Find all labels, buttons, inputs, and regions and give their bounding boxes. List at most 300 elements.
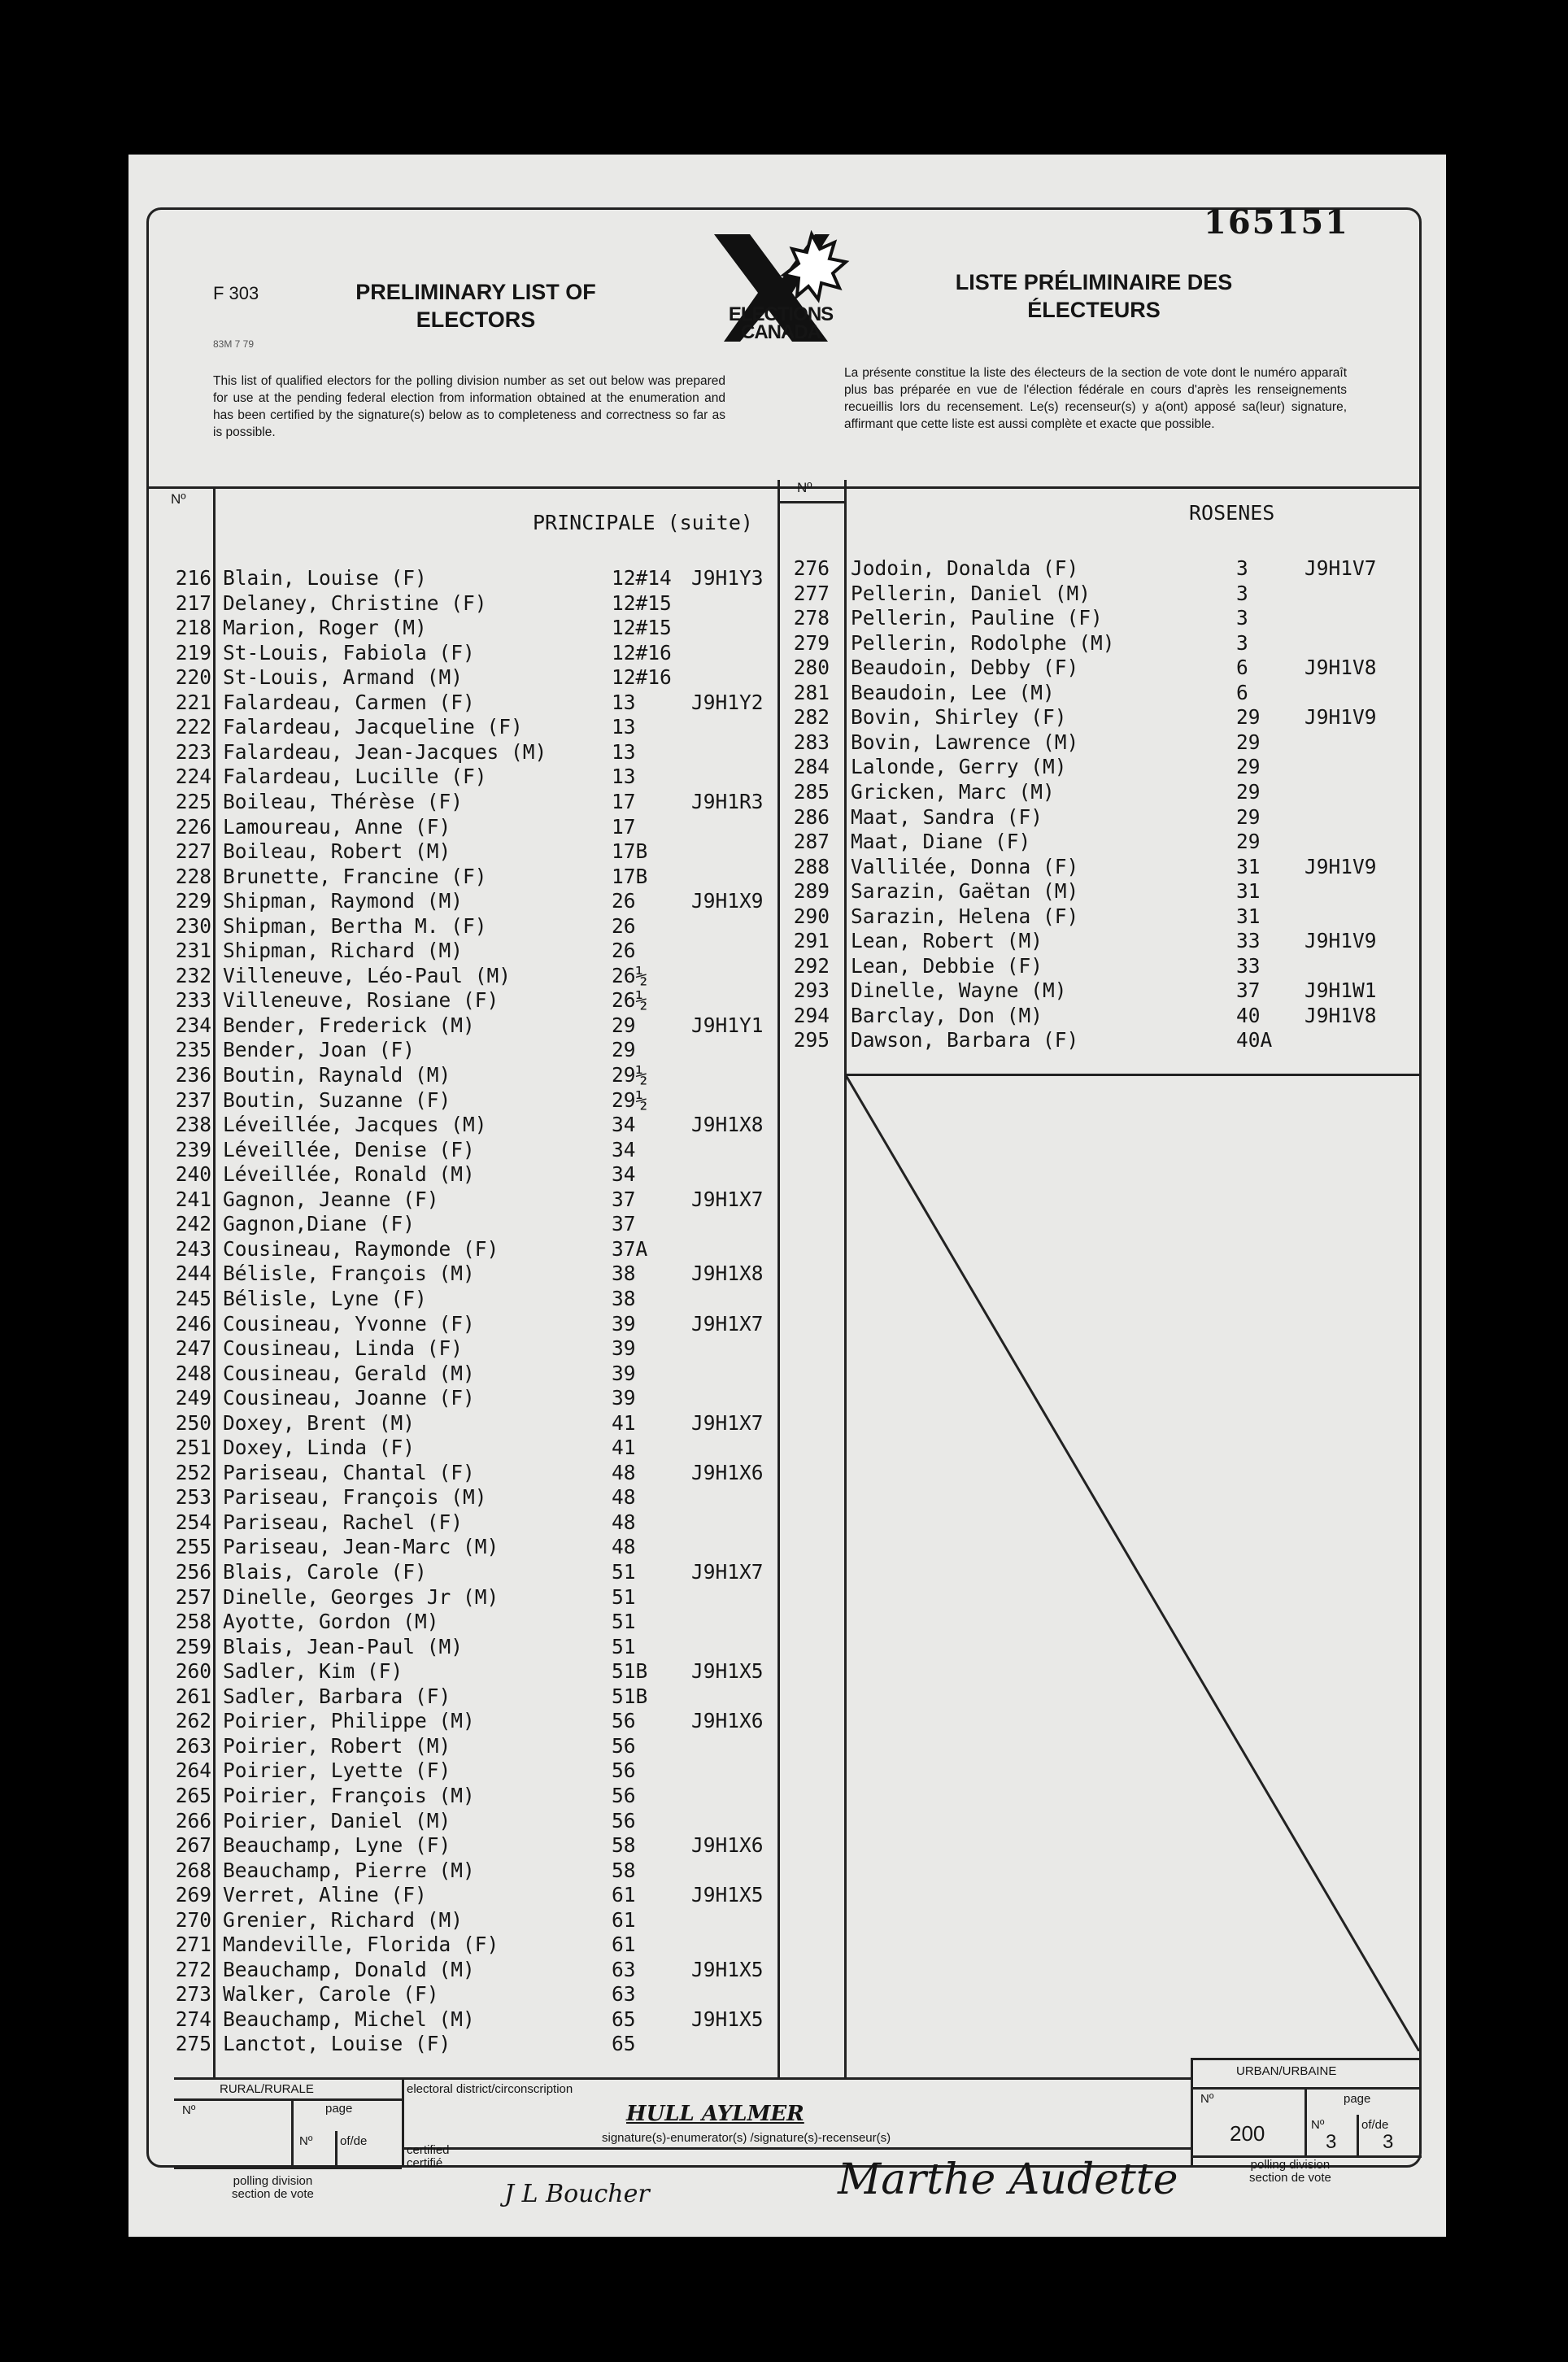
elector-address: 31 [1236,879,1261,904]
elector-name: Vallilée, Donna (F) [851,854,1079,878]
elector-address: 12#16 [612,640,672,665]
elector-number: 254 [175,1510,211,1534]
elector-address: 3 [1236,556,1248,580]
elector-number: 225 [175,789,211,813]
elector-postal-code: J9H1Y1 [691,1013,764,1037]
elector-name: Cousineau, Joanne (F) [223,1386,475,1410]
urban-no-label: Nº [1200,2092,1214,2106]
elector-name: Cousineau, Linda (F) [223,1336,464,1361]
rural-page-divider [291,2098,294,2167]
elector-number: 255 [175,1535,211,1559]
elector-number: 269 [175,1883,211,1907]
elector-address: 29 [1236,804,1261,829]
urban-label: URBAN/URBAINE [1236,2064,1337,2078]
elector-number: 261 [175,1684,211,1708]
elector-number: 260 [175,1659,211,1684]
footer-divider-rural [402,2077,404,2168]
elector-address: 3 [1236,606,1248,630]
elector-address: 12#16 [612,665,672,690]
elector-name: Poirier, Robert (M) [223,1733,451,1758]
elector-postal-code: J9H1X6 [691,1709,764,1733]
elector-postal-code: J9H1W1 [1304,978,1377,1003]
rural-no-label: Nº [182,2103,196,2117]
elector-name: Gagnon, Jeanne (F) [223,1187,439,1211]
elector-name: Léveillée, Denise (F) [223,1137,475,1161]
elector-name: Falardeau, Jean-Jacques (M) [223,739,547,764]
elector-number: 262 [175,1709,211,1733]
elector-name: Boileau, Robert (M) [223,839,451,864]
elector-postal-code: J9H1X7 [691,1311,764,1336]
elector-address: 41 [612,1436,636,1460]
elector-number: 275 [175,2032,211,2056]
elector-name: Poirier, Philippe (M) [223,1709,475,1733]
elector-address: 12#14 [612,566,672,590]
elector-address: 34 [612,1162,636,1187]
rural-polling-label: polling division section de vote [232,2174,314,2201]
elector-number: 274 [175,2007,211,2031]
elector-name: Verret, Aline (F) [223,1883,427,1907]
elector-number: 237 [175,1087,211,1112]
section-heading-principale: PRINCIPALE (suite) [533,511,753,534]
column-header-no-left: Nº [171,491,186,507]
page-total: 3 [1383,2131,1394,2153]
elector-name: Beauchamp, Donald (M) [223,1957,475,1981]
elector-name: Grenier, Richard (M) [223,1907,464,1932]
elector-address: 51 [612,1560,636,1584]
elector-name: Maat, Sandra (F) [851,804,1043,829]
elector-number: 279 [793,630,830,655]
elector-address: 38 [612,1262,636,1286]
elector-address: 40 [1236,1003,1261,1027]
polling-division-number: 200 [1230,2121,1265,2146]
elector-name: Shipman, Richard (M) [223,939,464,963]
rural-page-no-label: Nº [299,2134,313,2148]
elector-address: 33 [1236,953,1261,978]
elector-address: 63 [612,1957,636,1981]
elector-name: Sarazin, Helena (F) [851,904,1079,928]
elector-name: Bender, Frederick (M) [223,1013,475,1037]
elector-number: 236 [175,1063,211,1087]
elector-number: 276 [793,556,830,580]
elector-address: 41 [612,1410,636,1435]
elector-name: Pariseau, Jean-Marc (M) [223,1535,499,1559]
elector-number: 245 [175,1286,211,1310]
elector-postal-code: J9H1V7 [1304,556,1377,580]
elector-address: 13 [612,739,636,764]
form-number: F 303 [213,283,259,303]
page-number: 3 [1326,2131,1337,2153]
elector-postal-code: J9H1X7 [691,1187,764,1211]
elector-number: 217 [175,590,211,615]
elector-number: 223 [175,739,211,764]
elector-address: 29½ [612,1087,648,1112]
elector-name: Beauchamp, Lyne (F) [223,1833,451,1858]
elector-name: Maat, Diane (F) [851,830,1031,854]
elector-address: 58 [612,1858,636,1882]
elector-number: 284 [793,755,830,779]
unused-space-diagonal [846,1075,1419,2051]
elector-name: St-Louis, Fabiola (F) [223,640,475,665]
elector-number: 232 [175,963,211,987]
elector-address: 40A [1236,1028,1273,1052]
elector-number: 285 [793,779,830,804]
elector-number: 216 [175,566,211,590]
elector-name: Pariseau, François (M) [223,1485,487,1510]
elector-number: 247 [175,1336,211,1361]
elector-number: 286 [793,804,830,829]
intro-text-french: La présente constitue la liste des électeurs de la section de vote dont le numéro apparaît plus bas préparée en vue de l'élection fédérale en cours d'après les renseignements recueillis lors du recensement. Le(s) recenseur(s) y a(ont) apposé sa(leur) signature, affirmant que cette liste est aussi complète et exacte que possible. [844,366,1347,431]
elector-address: 61 [612,1933,636,1957]
elector-postal-code: J9H1V9 [1304,929,1377,953]
elector-name: Villeneuve, Léo-Paul (M) [223,963,512,987]
elector-number: 267 [175,1833,211,1858]
elector-postal-code: J9H1R3 [691,789,764,813]
elector-address: 48 [612,1485,636,1510]
elector-name: Pellerin, Pauline (F) [851,606,1103,630]
elector-address: 26 [612,913,636,938]
elector-postal-code: J9H1X8 [691,1262,764,1286]
signature-enumerator-2: Marthe Audette [838,2155,1178,2204]
elector-name: Bélisle, François (M) [223,1262,475,1286]
table-top-line [146,486,1422,489]
elector-address: 29 [1236,755,1261,779]
elector-number: 229 [175,889,211,913]
elector-name: St-Louis, Armand (M) [223,665,464,690]
elector-address: 26 [612,939,636,963]
elector-postal-code: J9H1V8 [1304,1003,1377,1027]
elector-address: 31 [1236,904,1261,928]
footer-top-line-urban [1191,2058,1422,2060]
elector-address: 3 [1236,630,1248,655]
elector-address: 33 [1236,929,1261,953]
elector-postal-code: J9H1X6 [691,1833,764,1858]
elector-address: 12#15 [612,590,672,615]
elector-number: 230 [175,913,211,938]
elector-address: 13 [612,715,636,739]
elector-name: Sarazin, Gaëtan (M) [851,879,1079,904]
elector-address: 39 [612,1311,636,1336]
elector-name: Falardeau, Lucille (F) [223,765,487,789]
elector-number: 281 [793,680,830,704]
column-divider-mid-left [777,480,780,2077]
elector-name: Léveillée, Ronald (M) [223,1162,475,1187]
intro-text-english: This list of qualified electors for the polling division number as set out below was prepared for use at the pending federal election from information obtained at the enumeration and has been certified by the signature(s) below as to completeness and correctness so far as is possible. [213,374,725,439]
elector-address: 56 [612,1709,636,1733]
elector-number: 228 [175,864,211,888]
elector-number: 278 [793,606,830,630]
elector-number: 249 [175,1386,211,1410]
elector-name: Lanctot, Louise (F) [223,2032,451,2056]
elector-address: 34 [612,1137,636,1161]
elector-name: Dawson, Barbara (F) [851,1028,1079,1052]
elector-address: 29 [1236,779,1261,804]
elector-name: Shipman, Raymond (M) [223,889,464,913]
certified-line [402,2147,1191,2150]
elector-address: 51B [612,1659,648,1684]
elector-name: Cousineau, Yvonne (F) [223,1311,475,1336]
elector-number: 242 [175,1212,211,1236]
elector-number: 282 [793,705,830,730]
elector-number: 235 [175,1038,211,1062]
elector-address: 51B [612,1684,648,1708]
footer-divider-urban [1191,2058,1193,2168]
elector-name: Villeneuve, Rosiane (F) [223,988,499,1013]
elector-number: 280 [793,656,830,680]
elector-address: 17 [612,814,636,839]
elector-address: 39 [612,1361,636,1385]
elector-name: Walker, Carole (F) [223,1982,439,2007]
elector-name: Poirier, Daniel (M) [223,1808,451,1833]
elector-number: 287 [793,830,830,854]
elector-name: Gricken, Marc (M) [851,779,1055,804]
elector-number: 277 [793,581,830,605]
elector-name: Blain, Louise (F) [223,566,427,590]
elector-address: 39 [612,1386,636,1410]
elector-number: 271 [175,1933,211,1957]
elector-number: 220 [175,665,211,690]
elector-address: 48 [612,1510,636,1534]
elector-name: Beauchamp, Michel (M) [223,2007,475,2031]
elector-name: Dinelle, Wayne (M) [851,978,1067,1003]
elector-number: 272 [175,1957,211,1981]
elector-name: Blais, Jean-Paul (M) [223,1634,464,1658]
elector-name: Lean, Robert (M) [851,929,1043,953]
elector-address: 29 [612,1038,636,1062]
elector-number: 251 [175,1436,211,1460]
elector-postal-code: J9H1X9 [691,889,764,913]
elector-name: Blais, Carole (F) [223,1560,427,1584]
elector-postal-code: J9H1X7 [691,1560,764,1584]
elector-number: 234 [175,1013,211,1037]
elector-name: Pellerin, Daniel (M) [851,581,1091,605]
elector-address: 26½ [612,963,648,987]
elector-address: 51 [612,1610,636,1634]
elector-number: 224 [175,765,211,789]
elector-name: Brunette, Francine (F) [223,864,487,888]
elector-address: 63 [612,1982,636,2007]
elector-address: 29½ [612,1063,648,1087]
elector-name: Pariseau, Rachel (F) [223,1510,464,1534]
elector-name: Cousineau, Gerald (M) [223,1361,475,1385]
elector-number: 291 [793,929,830,953]
elector-postal-code: J9H1Y2 [691,690,764,714]
elector-number: 283 [793,730,830,754]
elector-address: 29 [1236,830,1261,854]
elector-name: Barclay, Don (M) [851,1003,1043,1027]
elector-name: Boutin, Raynald (M) [223,1063,451,1087]
elector-address: 26½ [612,988,648,1013]
elector-name: Boileau, Thérèse (F) [223,789,464,813]
elector-address: 37A [612,1236,648,1261]
elector-postal-code: J9H1X5 [691,2007,764,2031]
elector-address: 29 [1236,705,1261,730]
elector-address: 34 [612,1113,636,1137]
elector-address: 6 [1236,680,1248,704]
elector-name: Sadler, Kim (F) [223,1659,403,1684]
elector-address: 58 [612,1833,636,1858]
elector-number: 250 [175,1410,211,1435]
elector-address: 13 [612,690,636,714]
serial-number: 165151 [1204,203,1349,242]
rural-page-label: page [325,2102,353,2116]
elector-number: 241 [175,1187,211,1211]
elector-address: 56 [612,1733,636,1758]
enumerators-label: signature(s)-enumerator(s) /signature(s)-recenseur(s) [602,2131,891,2145]
elector-name: Beaudoin, Lee (M) [851,680,1055,704]
elector-address: 17B [612,839,648,864]
elector-address: 3 [1236,581,1248,605]
elector-name: Poirier, François (M) [223,1783,475,1807]
elector-number: 289 [793,879,830,904]
elector-postal-code: J9H1X8 [691,1113,764,1137]
elector-address: 61 [612,1907,636,1932]
elector-name: Cousineau, Raymonde (F) [223,1236,499,1261]
elector-address: 17 [612,789,636,813]
elector-address: 51 [612,1634,636,1658]
elector-name: Léveillée, Jacques (M) [223,1113,487,1137]
district-stamp: HULL AYLMER [626,2102,804,2126]
elector-name: Shipman, Bertha M. (F) [223,913,487,938]
elector-number: 266 [175,1808,211,1833]
elector-number: 257 [175,1584,211,1609]
elector-number: 248 [175,1361,211,1385]
elector-number: 288 [793,854,830,878]
urban-page-divider [1304,2087,1307,2155]
elector-number: 293 [793,978,830,1003]
elector-number: 226 [175,814,211,839]
elector-name: Falardeau, Carmen (F) [223,690,475,714]
elector-postal-code: J9H1X5 [691,1659,764,1684]
elector-address: 13 [612,765,636,789]
column-divider-left-no [213,486,216,2077]
elector-name: Bélisle, Lyne (F) [223,1286,427,1310]
elector-name: Mandeville, Florida (F) [223,1933,499,1957]
elector-address: 56 [612,1808,636,1833]
elector-name: Falardeau, Jacqueline (F) [223,715,523,739]
elector-name: Marion, Roger (M) [223,616,427,640]
elector-name: Lean, Debbie (F) [851,953,1043,978]
elector-name: Ayotte, Gordon (M) [223,1610,439,1634]
elector-address: 37 [612,1212,636,1236]
elector-number: 227 [175,839,211,864]
elector-number: 295 [793,1028,830,1052]
elector-number: 290 [793,904,830,928]
elector-postal-code: J9H1X5 [691,1883,764,1907]
footer-top-line [174,2077,1191,2080]
elector-name: Doxey, Linda (F) [223,1436,416,1460]
column-header-no-right: Nº [797,480,812,495]
rural-of-divider [335,2131,338,2167]
elector-address: 37 [612,1187,636,1211]
elector-number: 253 [175,1485,211,1510]
elector-address: 17B [612,864,648,888]
elector-number: 264 [175,1758,211,1783]
elector-address: 26 [612,889,636,913]
elector-number: 256 [175,1560,211,1584]
elector-number: 238 [175,1113,211,1137]
elector-address: 56 [612,1758,636,1783]
elector-name: Gagnon,Diane (F) [223,1212,416,1236]
elector-name: Lalonde, Gerry (M) [851,755,1067,779]
elector-address: 48 [612,1460,636,1484]
elector-address: 29 [1236,730,1261,754]
elector-number: 221 [175,690,211,714]
elector-address: 48 [612,1535,636,1559]
district-label: electoral district/circonscription [407,2082,573,2096]
elector-address: 65 [612,2007,636,2031]
right-no-header-line [777,501,846,503]
elector-number: 294 [793,1003,830,1027]
elector-postal-code: J9H1X5 [691,1957,764,1981]
elector-postal-code: J9H1V9 [1304,705,1377,730]
elector-address: 31 [1236,854,1261,878]
elector-postal-code: J9H1Y3 [691,566,764,590]
elector-address: 51 [612,1584,636,1609]
elector-number: 244 [175,1262,211,1286]
elector-name: Boutin, Suzanne (F) [223,1087,451,1112]
elector-number: 243 [175,1236,211,1261]
elector-name: Jodoin, Donalda (F) [851,556,1079,580]
elector-address: 61 [612,1883,636,1907]
elector-name: Pellerin, Rodolphe (M) [851,630,1115,655]
elector-address: 56 [612,1783,636,1807]
elector-postal-code: J9H1X7 [691,1410,764,1435]
elector-name: Beaudoin, Debby (F) [851,656,1079,680]
rural-bottom-line [174,2167,402,2169]
elector-number: 270 [175,1907,211,1932]
title-english: PRELIMINARY LIST OF ELECTORS [355,280,596,332]
elector-number: 252 [175,1460,211,1484]
elector-name: Poirier, Lyette (F) [223,1758,451,1783]
elector-address: 6 [1236,656,1248,680]
elector-address: 29 [612,1013,636,1037]
elector-number: 263 [175,1733,211,1758]
elector-name: Delaney, Christine (F) [223,590,487,615]
certified-label: certified certifié [407,2143,450,2170]
form-sub-code: 83M 7 79 [213,338,255,350]
elector-number: 258 [175,1610,211,1634]
urban-of-divider [1357,2115,1359,2155]
elector-number: 222 [175,715,211,739]
elector-address: 37 [1236,978,1261,1003]
elector-number: 219 [175,640,211,665]
elector-name: Bovin, Shirley (F) [851,705,1067,730]
elector-postal-code: J9H1X6 [691,1460,764,1484]
rural-label: RURAL/RURALE [220,2082,314,2096]
elector-number: 292 [793,953,830,978]
elector-number: 218 [175,616,211,640]
urban-page-label: page [1344,2092,1371,2106]
urban-of-label: of/de [1361,2118,1389,2132]
urban-page-no-label: Nº [1311,2118,1325,2132]
elector-name: Doxey, Brent (M) [223,1410,416,1435]
elector-number: 239 [175,1137,211,1161]
elector-number: 231 [175,939,211,963]
elector-name: Pariseau, Chantal (F) [223,1460,475,1484]
elector-name: Lamoureau, Anne (F) [223,814,451,839]
elections-canada-wordmark: ELECTIONS CANADA [728,303,834,343]
elector-number: 273 [175,1982,211,2007]
elector-address: 65 [612,2032,636,2056]
title-french: LISTE PRÉLIMINAIRE DES ÉLECTEURS [955,270,1233,322]
elector-address: 39 [612,1336,636,1361]
urban-polling-label: polling division section de vote [1249,2158,1331,2185]
elector-number: 246 [175,1311,211,1336]
elector-address: 38 [612,1286,636,1310]
elector-postal-code: J9H1V8 [1304,656,1377,680]
rural-of-label: of/de [340,2134,368,2148]
elector-postal-code: J9H1V9 [1304,854,1377,878]
